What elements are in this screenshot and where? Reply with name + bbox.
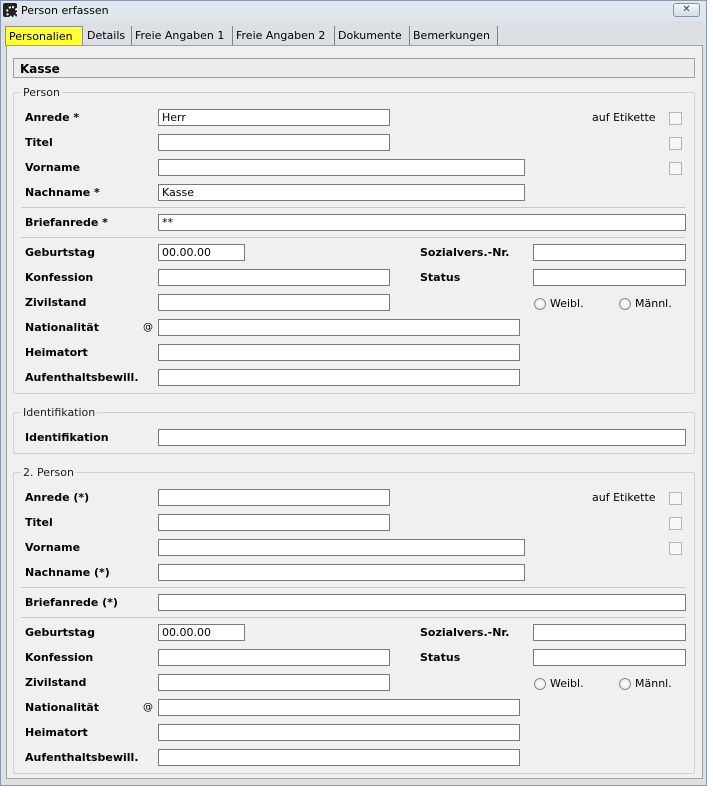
app-icon — [3, 3, 17, 17]
separator — [21, 617, 685, 618]
nachname-label: Nachname * — [25, 186, 100, 199]
window-title: Person erfassen — [21, 4, 109, 17]
titel2-label: Titel — [25, 516, 53, 529]
konfession2-field[interactable] — [158, 649, 390, 666]
heimatort2-field[interactable] — [158, 724, 520, 741]
nachname2-label: Nachname (*) — [25, 566, 110, 579]
status2-label: Status — [420, 651, 461, 664]
auf-etikette-label: auf Etikette — [592, 111, 656, 124]
nationalitaet-field[interactable] — [158, 319, 520, 336]
anrede2-field[interactable] — [158, 489, 390, 506]
weibl2-label: Weibl. — [550, 677, 584, 690]
tab-details[interactable]: Details — [84, 26, 132, 46]
identifikation-label: Identifikation — [25, 431, 109, 444]
separator — [21, 237, 685, 238]
konfession-label: Konfession — [25, 271, 94, 284]
record-header: Kasse — [13, 58, 695, 78]
status2-field[interactable] — [533, 649, 686, 666]
personalien-panel — [6, 45, 703, 779]
anrede2-label: Anrede (*) — [25, 491, 90, 504]
tab-freie-angaben-1[interactable]: Freie Angaben 1 — [132, 26, 233, 46]
separator — [21, 207, 685, 208]
heimatort2-label: Heimatort — [25, 726, 88, 739]
auf-etikette2-checkbox-3[interactable] — [669, 542, 682, 555]
separator — [21, 587, 685, 588]
maennl2-label: Männl. — [635, 677, 672, 690]
aufenthalt-label: Aufenthaltsbewill. — [25, 371, 139, 384]
vorname-field[interactable] — [158, 159, 525, 176]
tab-personalien[interactable]: Personalien — [5, 26, 83, 46]
tab-bar — [5, 26, 702, 46]
aufenthalt2-field[interactable] — [158, 749, 520, 766]
maennl-radio[interactable] — [619, 298, 631, 310]
person-group-label: Person — [23, 86, 60, 99]
maennl-label: Männl. — [635, 297, 672, 310]
person2-group-label: 2. Person — [23, 466, 74, 479]
vorname2-field[interactable] — [158, 539, 525, 556]
sozialvers-label: Sozialvers.-Nr. — [420, 246, 510, 259]
maennl2-radio[interactable] — [619, 678, 631, 690]
konfession-field[interactable] — [158, 269, 390, 286]
tab-freie-angaben-2[interactable]: Freie Angaben 2 — [233, 26, 335, 46]
nachname2-field[interactable] — [158, 564, 525, 581]
status-field[interactable] — [533, 269, 686, 286]
geburtstag-label: Geburtstag — [25, 246, 95, 259]
at2-icon[interactable]: @ — [143, 702, 153, 713]
geburtstag2-field[interactable]: 00.00.00 — [158, 624, 245, 641]
weibl-label: Weibl. — [550, 297, 584, 310]
identifikation-field[interactable] — [158, 429, 686, 446]
heimatort-field[interactable] — [158, 344, 520, 361]
auf-etikette2-checkbox-2[interactable] — [669, 517, 682, 530]
identifikation-group-label: Identifikation — [23, 406, 96, 419]
konfession2-label: Konfession — [25, 651, 94, 664]
briefanrede2-label: Briefanrede (*) — [25, 596, 118, 609]
briefanrede2-field[interactable] — [158, 594, 686, 611]
at-icon[interactable]: @ — [143, 322, 153, 333]
aufenthalt2-label: Aufenthaltsbewill. — [25, 751, 139, 764]
vorname-label: Vorname — [25, 161, 81, 174]
weibl2-radio[interactable] — [534, 678, 546, 690]
titel2-field[interactable] — [158, 514, 390, 531]
vorname2-label: Vorname — [25, 541, 81, 554]
weibl-radio[interactable] — [534, 298, 546, 310]
zivilstand-label: Zivilstand — [25, 296, 87, 309]
geburtstag2-label: Geburtstag — [25, 626, 95, 639]
zivilstand2-field[interactable] — [158, 674, 390, 691]
zivilstand-field[interactable] — [158, 294, 390, 311]
auf-etikette-checkbox-3[interactable] — [669, 162, 682, 175]
nationalitaet-label: Nationalität — [25, 321, 99, 334]
nationalitaet2-label: Nationalität — [25, 701, 99, 714]
sozialvers-field[interactable] — [533, 244, 686, 261]
auf-etikette2-label: auf Etikette — [592, 491, 656, 504]
anrede-label: Anrede * — [25, 111, 80, 124]
auf-etikette2-checkbox-1[interactable] — [669, 492, 682, 505]
briefanrede-field[interactable]: ** — [158, 214, 686, 231]
title-bar — [1, 1, 706, 21]
auf-etikette-checkbox-1[interactable] — [669, 112, 682, 125]
close-button[interactable]: ✕ — [673, 3, 700, 17]
zivilstand2-label: Zivilstand — [25, 676, 87, 689]
geburtstag-field[interactable]: 00.00.00 — [158, 244, 245, 261]
sozialvers2-label: Sozialvers.-Nr. — [420, 626, 510, 639]
titel-field[interactable] — [158, 134, 390, 151]
auf-etikette-checkbox-2[interactable] — [669, 137, 682, 150]
anrede-field[interactable]: Herr — [158, 109, 390, 126]
nationalitaet2-field[interactable] — [158, 699, 520, 716]
heimatort-label: Heimatort — [25, 346, 88, 359]
sozialvers2-field[interactable] — [533, 624, 686, 641]
briefanrede-label: Briefanrede * — [25, 216, 108, 229]
tab-bemerkungen[interactable]: Bemerkungen — [410, 26, 498, 46]
status-label: Status — [420, 271, 461, 284]
tab-dokumente[interactable]: Dokumente — [335, 26, 410, 46]
aufenthalt-field[interactable] — [158, 369, 520, 386]
titel-label: Titel — [25, 136, 53, 149]
nachname-field[interactable]: Kasse — [158, 184, 525, 201]
